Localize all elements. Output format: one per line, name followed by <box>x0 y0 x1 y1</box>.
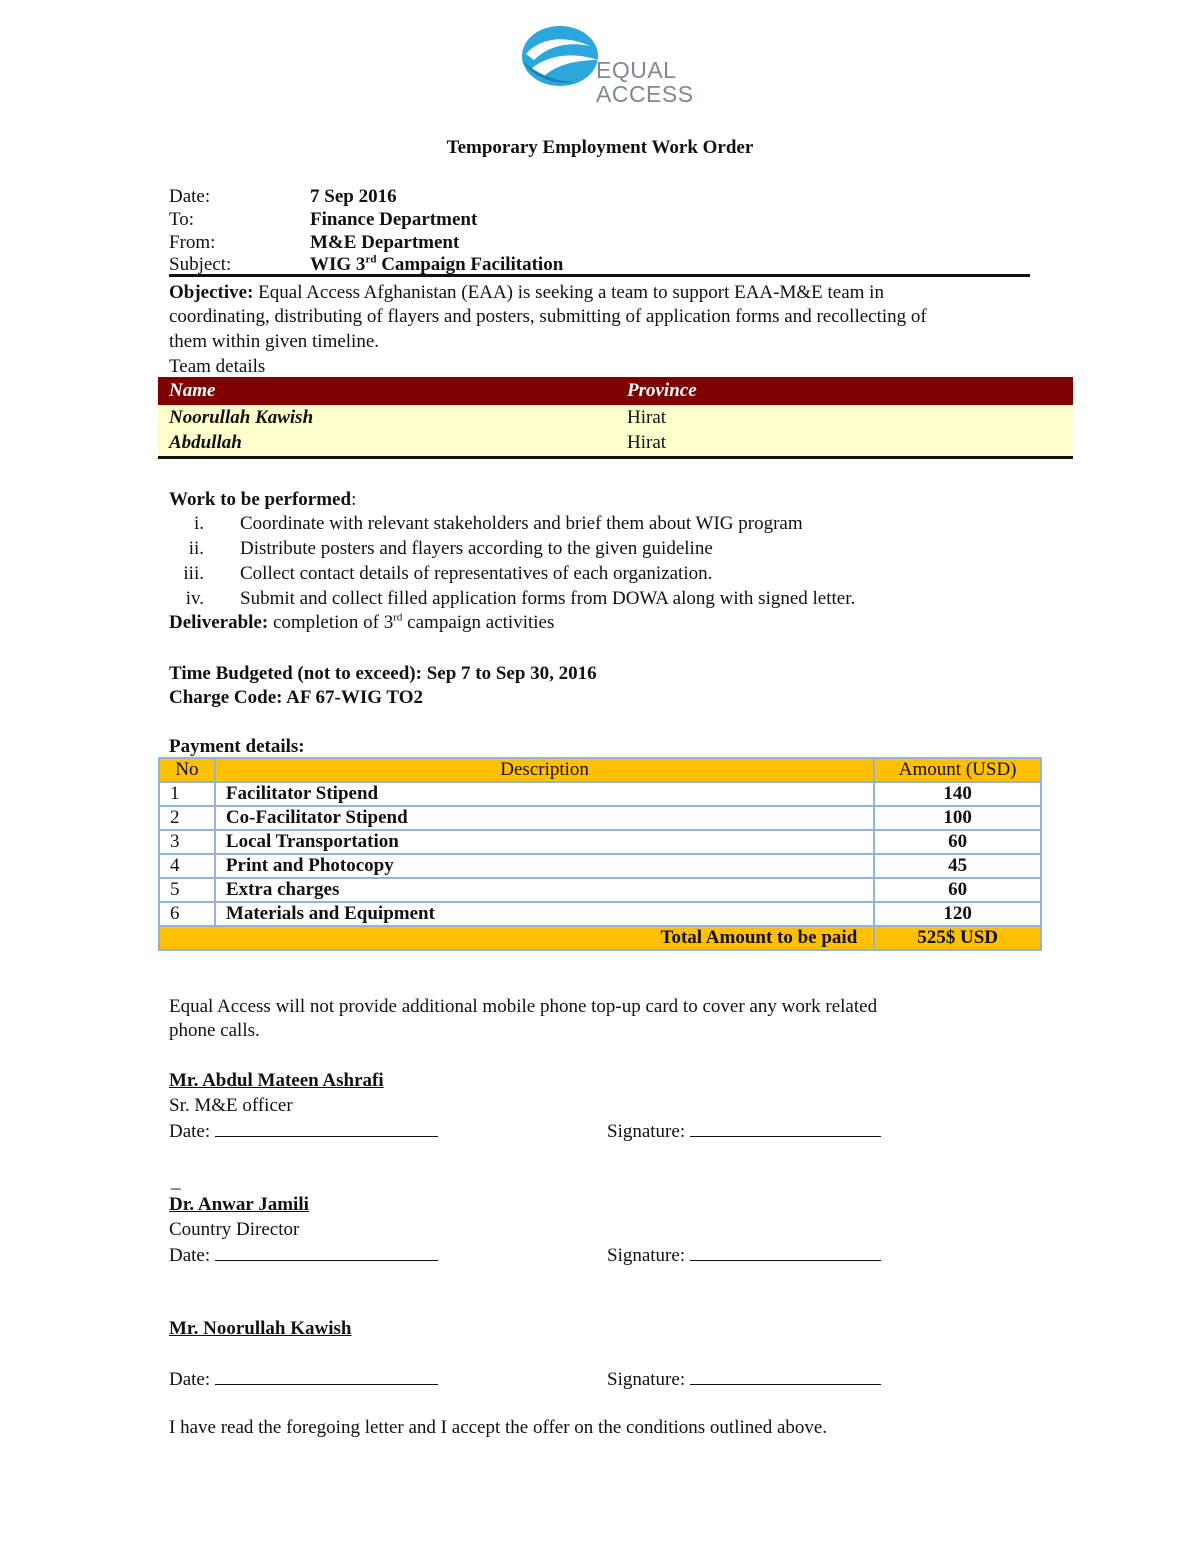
subject-label: Subject: <box>169 254 232 275</box>
stray-underscore: _ <box>171 1171 181 1192</box>
signatory-name: Dr. Anwar Jamili <box>169 1194 309 1215</box>
objective-line3: them within given timeline. <box>169 331 380 352</box>
work-item-text: Distribute posters and flayers according to the given guideline <box>240 538 713 559</box>
team-row-province: Hirat <box>627 432 667 453</box>
date-label: Date: <box>169 186 211 207</box>
signatory-name: Mr. Abdul Mateen Ashrafi <box>169 1070 384 1091</box>
payment-total-row <box>159 926 1041 950</box>
payment-no: 1 <box>159 782 215 806</box>
work-item-number: iii. <box>183 563 204 584</box>
team-details-caption: Team details <box>169 356 266 377</box>
payment-amount: 100 <box>874 806 1041 830</box>
payment-header-no: No <box>159 758 215 782</box>
payment-amount: 120 <box>874 902 1041 926</box>
payment-total-value: 525$ USD <box>874 926 1041 950</box>
signatory-date: Date: <box>169 1118 438 1144</box>
payment-heading: Payment details: <box>169 736 305 757</box>
payment-amount: 60 <box>874 878 1041 902</box>
signatory-role: Sr. M&E officer <box>169 1095 293 1116</box>
work-item-number: ii. <box>188 538 204 559</box>
team-table-header <box>158 377 1073 405</box>
from-label: From: <box>169 232 216 253</box>
team-header-province: Province <box>627 380 697 401</box>
signature-field-line[interactable] <box>690 1242 881 1261</box>
payment-no: 6 <box>159 902 215 926</box>
payment-total-spacer <box>159 926 215 950</box>
payment-no: 3 <box>159 830 215 854</box>
payment-total-label: Total Amount to be paid <box>215 926 874 950</box>
signatory-signature: Signature: <box>607 1242 881 1268</box>
equal-access-logo <box>520 24 694 110</box>
table-row <box>159 878 1041 902</box>
note-line2: phone calls. <box>169 1020 260 1041</box>
payment-description: Materials and Equipment <box>215 902 874 926</box>
table-row <box>159 830 1041 854</box>
signatory-date: Date: <box>169 1242 438 1268</box>
work-item-number: i. <box>193 513 204 534</box>
payment-description: Print and Photocopy <box>215 854 874 878</box>
logo-text-equal: EQUAL <box>596 57 677 83</box>
payment-no: 4 <box>159 854 215 878</box>
payment-amount: 140 <box>874 782 1041 806</box>
team-header-name: Name <box>169 380 216 401</box>
table-row <box>159 902 1041 926</box>
header-divider <box>169 274 1030 277</box>
table-row <box>159 782 1041 806</box>
payment-table-header <box>159 758 1041 782</box>
work-heading: Work to be performed: <box>169 489 357 510</box>
logo-text-access: ACCESS <box>596 81 694 107</box>
subject-value: WIG 3rd Campaign Facilitation <box>310 253 564 275</box>
payment-header-description: Description <box>215 758 874 782</box>
time-budgeted: Time Budgeted (not to exceed): Sep 7 to Sep 30, 2016 <box>169 663 597 684</box>
to-label: To: <box>169 209 195 230</box>
signatory-role: Country Director <box>169 1219 300 1240</box>
payment-no: 2 <box>159 806 215 830</box>
note-line1: Equal Access will not provide additional mobile phone top-up card to cover any work related <box>169 996 878 1017</box>
payment-description: Local Transportation <box>215 830 874 854</box>
payment-amount: 60 <box>874 830 1041 854</box>
signatory-date: Date: <box>169 1366 438 1392</box>
deliverable-line: Deliverable: completion of 3rd campaign activities <box>169 611 555 633</box>
objective-line1: Objective: Equal Access Afghanistan (EAA) is seeking a team to support EAA-M&E team in <box>169 282 884 303</box>
table-row <box>159 806 1041 830</box>
date-field-line[interactable] <box>215 1242 438 1261</box>
signature-field-line[interactable] <box>690 1366 881 1385</box>
signature-field-line[interactable] <box>690 1118 881 1137</box>
date-field-line[interactable] <box>215 1118 438 1137</box>
payment-description: Extra charges <box>215 878 874 902</box>
logo-swirl-icon <box>520 24 604 88</box>
team-row-name: Abdullah <box>169 432 242 453</box>
payment-amount: 45 <box>874 854 1041 878</box>
date-field-line[interactable] <box>215 1366 438 1385</box>
payment-no: 5 <box>159 878 215 902</box>
work-item-number: iv. <box>185 588 204 609</box>
payment-description: Facilitator Stipend <box>215 782 874 806</box>
from-value: M&E Department <box>310 232 460 253</box>
team-row-name: Noorullah Kawish <box>169 407 314 428</box>
work-item-text: Collect contact details of representatives of each organization. <box>240 563 713 584</box>
signatory-signature: Signature: <box>607 1366 881 1392</box>
signatory-name: Mr. Noorullah Kawish <box>169 1318 352 1339</box>
date-value: 7 Sep 2016 <box>310 186 397 207</box>
document-title: Temporary Employment Work Order <box>446 137 754 158</box>
work-item-text: Submit and collect filled application forms from DOWA along with signed letter. <box>240 588 856 609</box>
signatory-signature: Signature: <box>607 1118 881 1144</box>
team-row-province: Hirat <box>627 407 667 428</box>
charge-code: Charge Code: AF 67-WIG TO2 <box>169 687 424 708</box>
work-item-text: Coordinate with relevant stakeholders and brief them about WIG program <box>240 513 803 534</box>
team-table-body <box>158 405 1073 459</box>
objective-line2: coordinating, distributing of flayers and posters, submitting of application forms and recollecting of <box>169 306 927 327</box>
acceptance-statement: I have read the foregoing letter and I accept the offer on the conditions outlined above. <box>169 1417 828 1438</box>
to-value: Finance Department <box>310 209 478 230</box>
payment-table <box>158 757 1042 951</box>
table-row <box>159 854 1041 878</box>
payment-description: Co-Facilitator Stipend <box>215 806 874 830</box>
payment-header-amount: Amount (USD) <box>874 758 1041 782</box>
